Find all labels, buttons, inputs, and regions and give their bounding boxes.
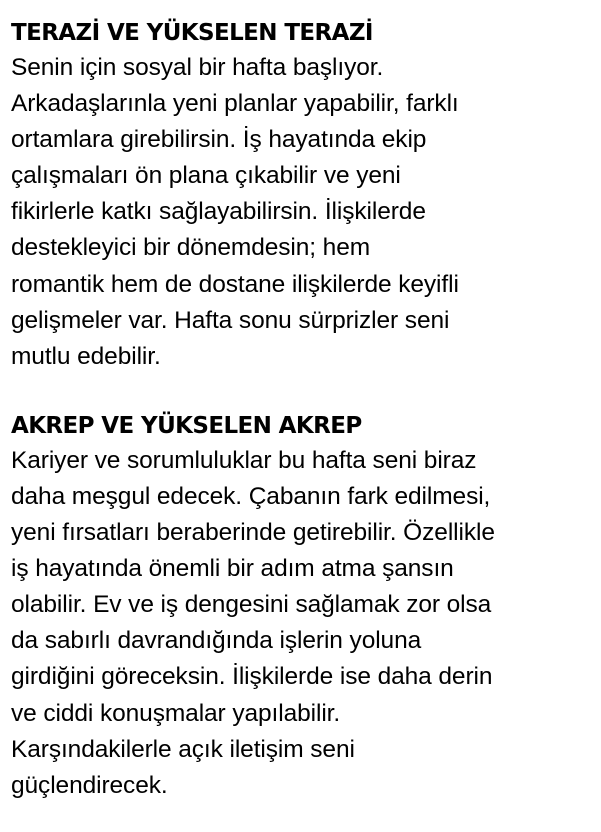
section-body	[11, 443, 596, 804]
body-line: da sabırlı davrandığında işlerin yoluna	[11, 627, 422, 655]
section-body	[11, 50, 596, 375]
body-line: ortamlara girebilirsin. İş hayatında ekip	[11, 126, 427, 154]
section-akrep	[11, 409, 596, 804]
body-line: Karşındakilerle açık iletişim seni	[11, 735, 355, 763]
body-line: olabilir. Ev ve iş dengesini sağlamak zor olsa	[11, 591, 492, 619]
body-line: yeni fırsatları beraberinde getirebilir. Özellikle	[11, 519, 495, 547]
body-line: Senin için sosyal bir hafta başlıyor.	[11, 54, 384, 81]
body-line: destekleyici bir dönemdesin; hem	[11, 234, 371, 262]
body-line: daha meşgul edecek. Çabanın fark edilmesi,	[11, 482, 491, 510]
body-line: girdiğini göreceksin. İlişkilerde ise daha derin	[11, 663, 493, 691]
body-line: fikirlerle katkı sağlayabilirsin. İlişkilerde	[11, 198, 426, 226]
section-heading: AKREP VE YÜKSELEN AKREP	[11, 412, 362, 439]
body-line: Arkadaşlarınla yeni planlar yapabilir, farklı	[11, 90, 459, 118]
body-line: mutlu edebilir.	[11, 342, 161, 370]
body-line: güçlendirecek.	[11, 771, 168, 799]
body-line: çalışmaları ön plana çıkabilir ve yeni	[11, 162, 401, 190]
body-line: iş hayatında önemli bir adım atma şansın	[11, 555, 454, 583]
body-line: Kariyer ve sorumluluklar bu hafta seni biraz	[11, 446, 477, 474]
section-terazi	[11, 16, 596, 375]
section-heading: TERAZİ VE YÜKSELEN TERAZİ	[11, 20, 373, 46]
body-line: romantik hem de dostane ilişkilerde keyifli	[11, 270, 459, 298]
horoscope-article	[11, 16, 596, 804]
body-line: gelişmeler var. Hafta sonu sürprizler seni	[11, 306, 450, 334]
body-line: ve ciddi konuşmalar yapılabilir.	[11, 699, 341, 727]
